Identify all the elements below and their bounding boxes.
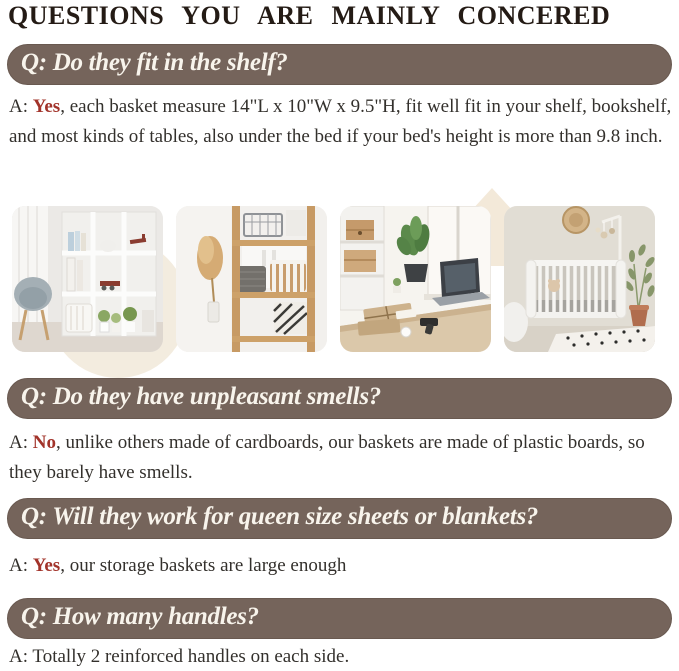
answer-4-text: Totally 2 reinforced handles on each side. — [32, 646, 350, 667]
answer-2-text: , unlike others made of cardboards, our baskets are made of plastic boards, so they barely have smells. — [9, 432, 645, 483]
answer-3-label: A: — [9, 555, 33, 576]
question-banner-3 — [7, 498, 672, 539]
answer-2-highlight: No — [32, 432, 56, 453]
question-text-4: Q: How many handles? — [21, 603, 259, 630]
answer-3 — [9, 551, 673, 581]
gallery-photo-ladder-shelf — [176, 206, 327, 352]
question-text-3: Q: Will they work for queen size sheets or blankets? — [21, 503, 539, 530]
answer-1-label: A: — [9, 96, 33, 117]
answer-1-highlight: Yes — [32, 96, 61, 117]
page-title: QUESTIONS YOU ARE MAINLY CONCERED — [8, 1, 611, 30]
gallery-photo-cube-shelf — [12, 206, 163, 352]
gallery-photo-nursery-crib — [504, 206, 655, 352]
answer-1 — [9, 92, 673, 152]
answer-3-highlight: Yes — [32, 555, 61, 576]
question-text-1: Q: Do they fit in the shelf? — [21, 49, 288, 76]
question-text-2: Q: Do they have unpleasant smells? — [21, 383, 381, 410]
answer-1-text: , each basket measure 14"L x 10"W x 9.5"H, fit well fit in your shelf, bookshelf, and most kinds of tables, also under the bed if your bed's height is more than 9.8 inch. — [9, 96, 672, 147]
photo-gallery — [0, 206, 679, 354]
question-banner-2 — [7, 378, 672, 419]
answer-4 — [9, 642, 673, 671]
answer-4-label: A: — [9, 646, 33, 667]
gallery-photo-desk-workspace — [340, 206, 491, 352]
answer-2-label: A: — [9, 432, 33, 453]
question-banner-4 — [7, 598, 672, 639]
answer-2 — [9, 428, 673, 488]
answer-3-text: , our storage baskets are large enough — [60, 555, 347, 576]
question-banner-1 — [7, 44, 672, 85]
